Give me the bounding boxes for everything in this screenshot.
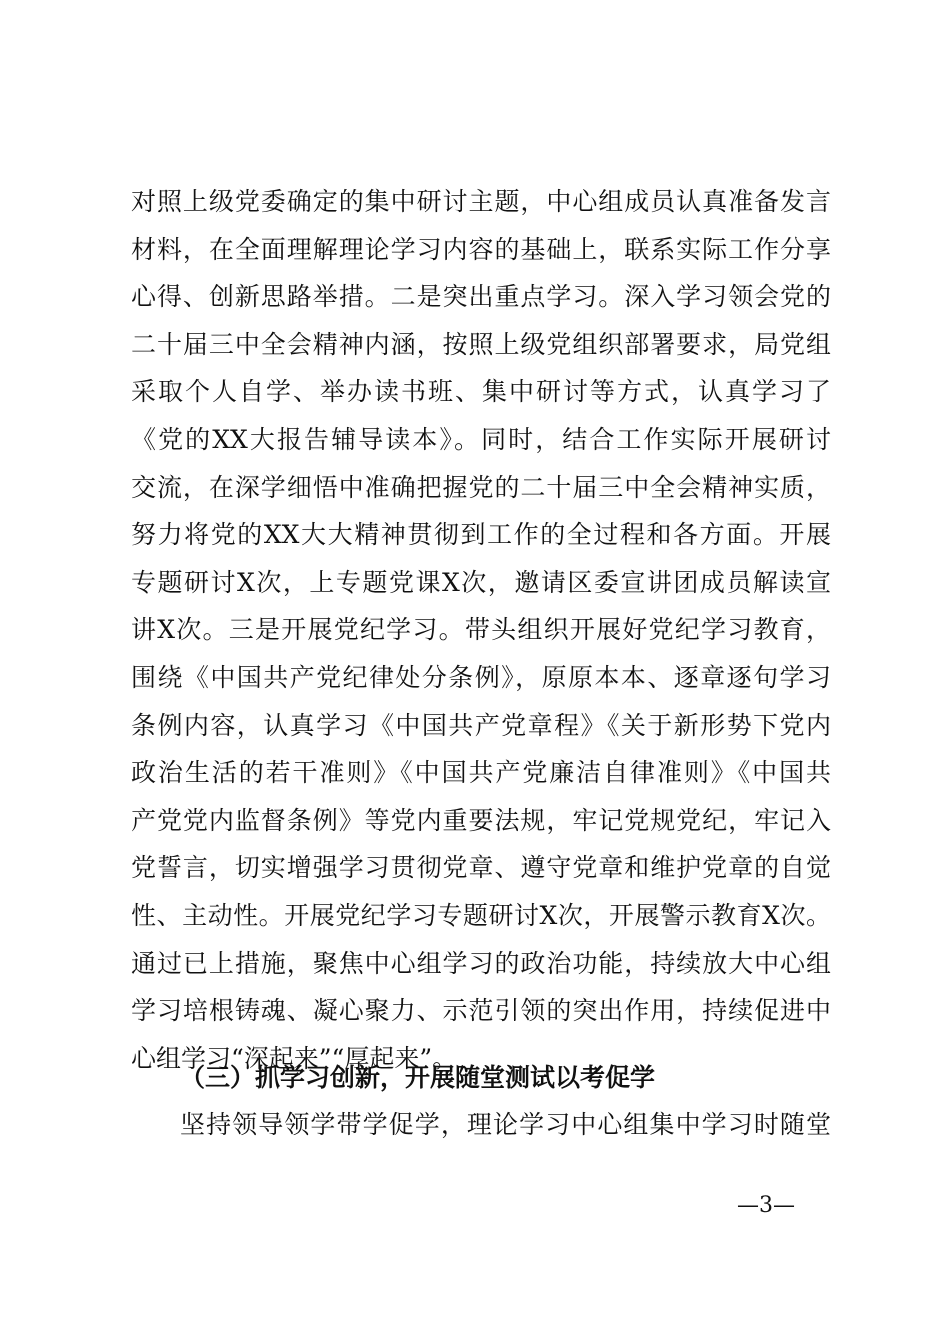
text-line: 对照上级党委确定的集中研讨主题，中心组成员认真准备发言 [131,187,831,216]
text-line: 通过已上措施，聚焦中心组学习的政治功能，持续放大中心组 [131,948,831,978]
text-line: 心组学习“深起来”“厚起来”。 [131,1043,458,1073]
text-line: 专题研讨X次，上专题党课X次，邀请区委宣讲团成员解读宣 [131,567,831,597]
text-line: 产党党内监督条例》等党内重要法规，牢记党规党纪，牢记入 [131,805,831,835]
text-line: 《党的XX大报告辅导读本》。同时，结合工作实际开展研讨 [131,424,831,454]
paragraph-start: 坚持领导领学带学促学，理论学习中心组集中学习时随堂 [180,1110,831,1139]
text-line: 围绕《中国共产党纪律处分条例》，原原本本、逐章逐句学习 [131,662,831,692]
text-line: 采取个人自学、举办读书班、集中研讨等方式，认真学习了 [131,377,831,407]
section-heading: （三）抓学习创新，开展随堂测试以考促学 [180,1063,656,1092]
text-line: 材料，在全面理解理论学习内容的基础上，联系实际工作分享 [131,234,831,264]
body-paragraph [131,178,831,1082]
text-line: 努力将党的XX大大精神贯彻到工作的全过程和各方面。开展 [131,520,831,550]
text-line: 讲X次。三是开展党纪学习。带头组织开展好党纪学习教育， [131,615,831,645]
page-number: —3— [737,1193,795,1218]
text-line: 学习培根铸魂、凝心聚力、示范引领的突出作用，持续促进中 [131,996,831,1026]
text-line: 心得、创新思路举措。二是突出重点学习。深入学习领会党的 [131,282,831,312]
text-line: 二十届三中全会精神内涵，按照上级党组织部署要求，局党组 [131,329,831,359]
text-line: 政治生活的若干准则》《中国共产党廉洁自律准则》《中国共 [131,758,831,788]
text-line: 条例内容，认真学习《中国共产党章程》《关于新形势下党内 [131,710,831,740]
text-line: 性、主动性。开展党纪学习专题研讨X次，开展警示教育X次。 [131,900,831,930]
text-line: 党誓言，切实增强学习贯彻党章、遵守党章和维护党章的自觉 [131,853,831,883]
text-line: 交流，在深学细悟中准确把握党的二十届三中全会精神实质， [131,472,831,502]
